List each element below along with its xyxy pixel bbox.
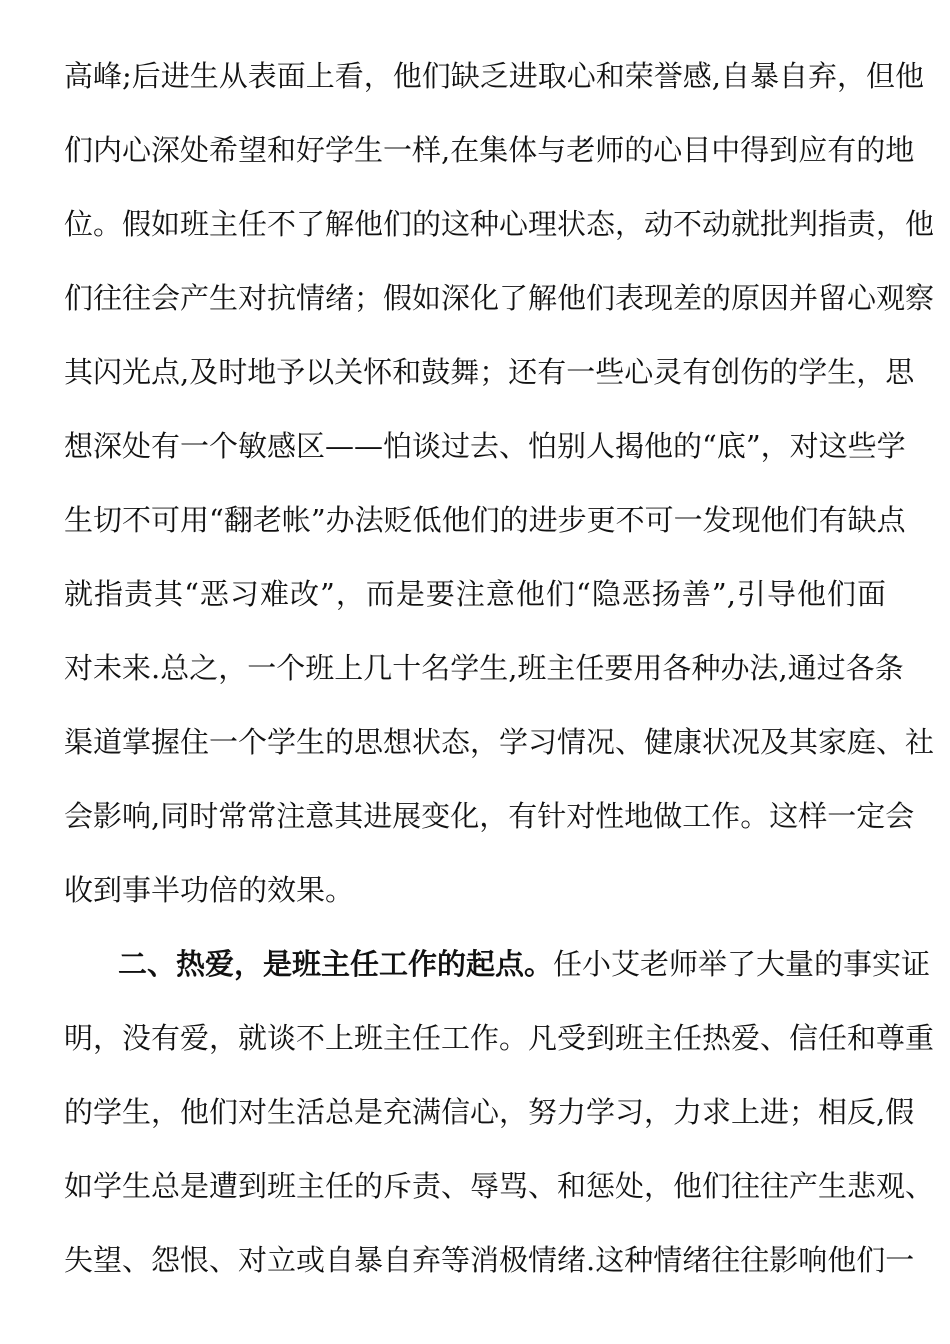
paragraph-line: 明，没有爱，就谈不上班主任工作。凡受到班主任热爱、信任和尊重 (64, 1021, 935, 1055)
paragraph-line-last: 收到事半功倍的效果。 (64, 873, 355, 907)
paragraph-line: 高峰;后进生从表面上看，他们缺乏进取心和荣誉感,自暴自弃，但他 (64, 59, 924, 93)
section-heading: 二、热爱，是班主任工作的起点。 (118, 947, 554, 981)
paragraph-line: 们往往会产生对抗情绪；假如深化了解他们表现差的原因并留心观察 (64, 281, 935, 315)
paragraph-line: 其闪光点,及时地予以关怀和鼓舞；还有一些心灵有创伤的学生，思 (64, 355, 915, 389)
section-heading-continuation: 任小艾老师举了大量的事实证 (553, 947, 931, 981)
paragraph-line: 如学生总是遭到班主任的斥责、辱骂、和惩处，他们往往产生悲观、 (64, 1169, 935, 1203)
paragraph-line: 生切不可用“翻老帐”办法贬低他们的进步更不可一发现他们有缺点 (64, 503, 906, 537)
paragraph-line: 失望、怨恨、对立或自暴自弃等消极情绪.这种情绪往往影响他们一 (64, 1243, 915, 1277)
paragraph-line: 就指责其“恶习难改”，而是要注意他们“隐恶扬善”,引导他们面 (64, 577, 886, 611)
paragraph-line: 们内心深处希望和好学生一样,在集体与老师的心目中得到应有的地 (64, 133, 915, 167)
section-2-first-line (118, 946, 931, 982)
paragraph-line: 对未来.总之，一个班上几十名学生,班主任要用各种办法,通过各条 (64, 651, 904, 685)
paragraph-line: 会影响,同时常常注意其进展变化，有针对性地做工作。这样一定会 (64, 799, 915, 833)
paragraph-line: 的学生，他们对生活总是充满信心，努力学习，力求上进；相反,假 (64, 1095, 915, 1129)
paragraph-line: 想深处有一个敏感区——怕谈过去、怕别人揭他的“底”，对这些学 (64, 429, 906, 463)
paragraph-line: 渠道掌握住一个学生的思想状态，学习情况、健康状况及其家庭、社 (64, 725, 935, 759)
paragraph-line: 位。假如班主任不了解他们的这种心理状态，动不动就批判指责，他 (64, 207, 935, 241)
